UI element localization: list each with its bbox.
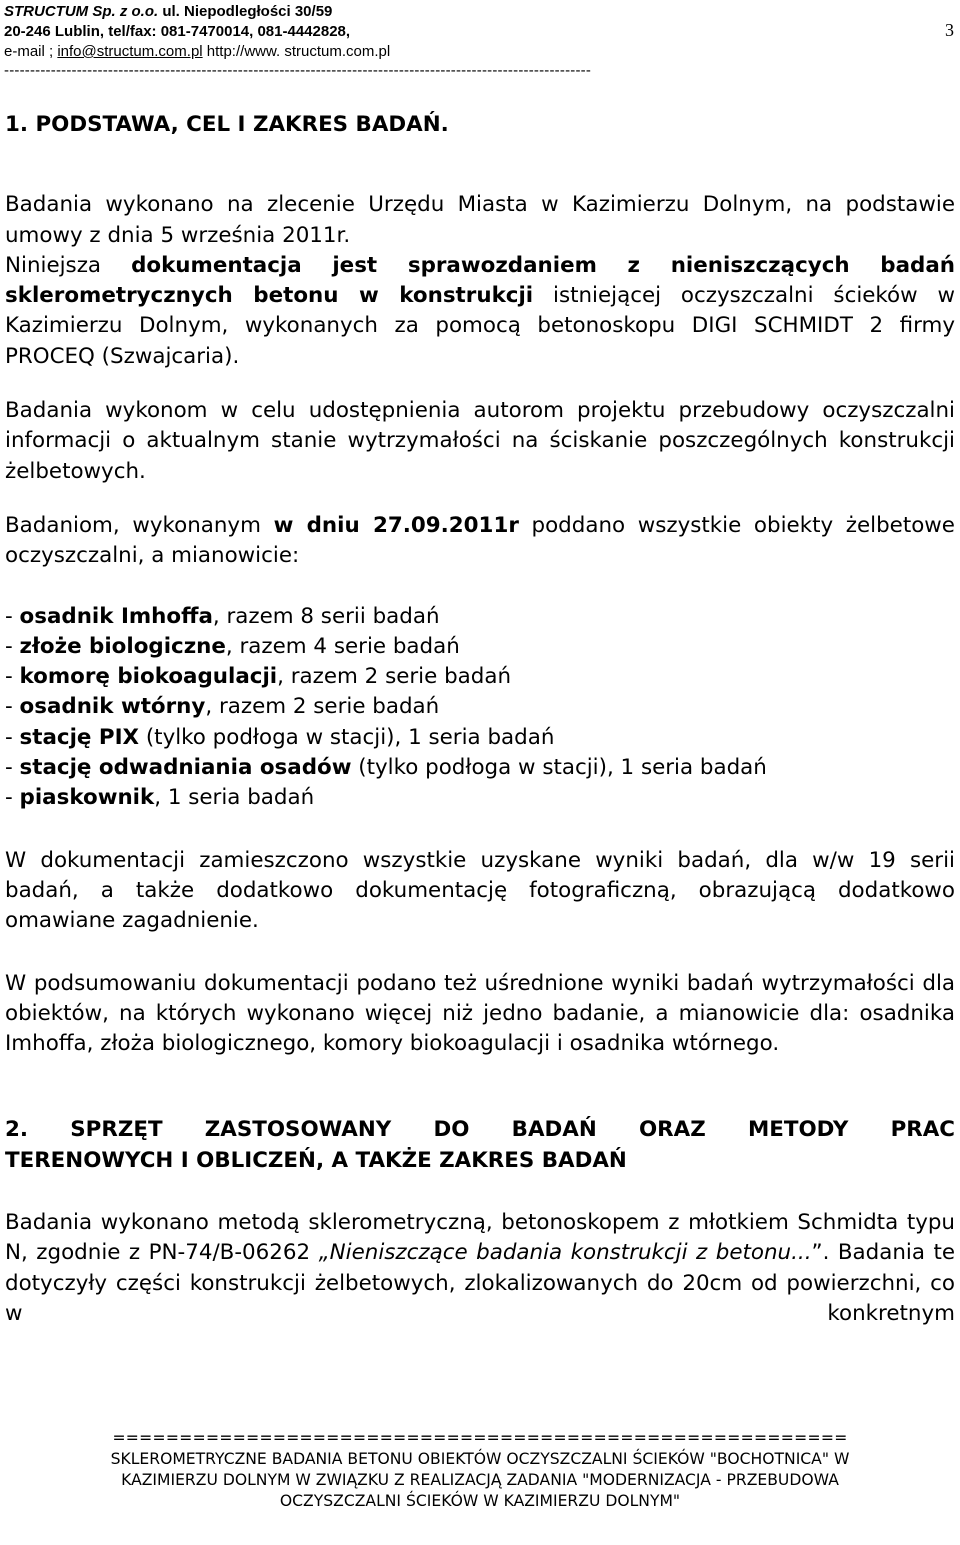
p4-date: w dniu 27.09.2011r: [273, 512, 519, 538]
list-item-detail: (tylko podłoga w stacji), 1 seria badań: [351, 755, 767, 781]
section1-paragraph-5: W dokumentacji zamieszczono wszystkie uzyskane wyniki badań, dla w/w 19 serii badań, a także dodatkowo dokumentację fotograficzną, obrazującą dodatkowo omawiane zagadnienie.: [5, 847, 955, 934]
letterhead: [4, 2, 954, 62]
list-item-object: złoże biologiczne: [19, 633, 226, 659]
list-item-dash: -: [5, 755, 20, 781]
company-name: STRUCTUM Sp. z o.o.: [4, 3, 159, 20]
footer-line-1: SKLEROMETRYCZNE BADANIA BETONU OBIEKTÓW OCZYSZCZALNI ŚCIEKÓW "BOCHOTNICA" W: [110, 1450, 850, 1468]
section1-paragraph-6: W podsumowaniu dokumentacji podano też uśrednione wyniki badań wytrzymałości dla obiektów, na których wykonano więcej niż jedno badanie, a mianowicie dla: osadnika Imhoffa, złoża biologicznego, komory biokoagulacji i osadnika wtórnego.: [5, 970, 955, 1057]
email-label: e-mail ;: [4, 43, 58, 60]
list-item-dash: -: [5, 694, 20, 720]
page-footer: [0, 1428, 960, 1512]
header-separator: -----------------------------------------------------------------------------------------------------------------: [4, 62, 592, 79]
section2-paragraph-1: [5, 1208, 955, 1329]
website-text: http://www. structum.com.pl: [202, 43, 391, 60]
list-item-object: osadnik wtórny: [19, 694, 206, 720]
list-item: [5, 632, 955, 662]
list-item-object: osadnik Imhoffa: [19, 603, 213, 629]
list-item-dash: -: [5, 785, 20, 811]
list-item: [5, 753, 955, 783]
list-item-detail: , razem 2 serie badań: [205, 694, 440, 720]
letterhead-address: 20-246 Lublin, tel/fax: 081-7470014, 081-4442828,: [4, 23, 351, 40]
list-item-detail: , razem 8 serii badań: [212, 603, 440, 629]
p4-rest: poddano wszystkie obiekty żelbetowe oczyszczalni, a mianowicie:: [5, 512, 955, 569]
p2-rest: istniejącej oczyszczalni ścieków w Kazimierzu Dolnym, wykonanych za pomocą betonoskopu DIGI SCHMIDT 2 firmy PROCEQ (Szwajcaria).: [5, 283, 955, 369]
list-item: [5, 723, 955, 753]
list-item: [5, 783, 955, 813]
objects-list: [5, 602, 955, 814]
company-street: ul. Niepodległości 30/59: [158, 3, 333, 20]
section1-paragraph-2: [5, 251, 955, 372]
list-item-detail: , razem 2 serie badań: [277, 664, 512, 690]
section1-paragraph-4: [5, 511, 955, 572]
list-item-detail: , 1 seria badań: [154, 785, 315, 811]
p2-bold: dokumentacja jest sprawozdaniem z nieniszczących badań sklerometrycznych betonu w konstrukcji: [5, 252, 956, 309]
list-item-dash: -: [5, 633, 20, 659]
section2-heading-line1: 2. SPRZĘT ZASTOSOWANY DO BADAŃ ORAZ METODY PRAC: [5, 1117, 955, 1143]
section1-paragraph-1: Badania wykonano na zlecenie Urzędu Miasta w Kazimierzu Dolnym, na podstawie umowy z dnia 5 września 2011r.: [5, 192, 955, 248]
list-item-dash: -: [5, 664, 20, 690]
footer-separator: =======================================================: [112, 1429, 848, 1447]
list-item-object: komorę biokoagulacji: [19, 664, 278, 690]
p4-start: Badaniom, wykonanym: [5, 512, 274, 538]
list-item-object: piaskownik: [19, 785, 155, 811]
section2-heading-line2: TERENOWYCH I OBLICZEŃ, A TAKŻE ZAKRES BADAŃ: [5, 1147, 627, 1173]
list-item-object: stację PIX: [19, 724, 140, 750]
list-item: [5, 692, 955, 722]
section1-paragraph-3: Badania wykonom w celu udostępnienia autorom projektu przebudowy oczyszczalni informacji o aktualnym stanie wytrzymałości na ściskanie poszczególnych konstrukcji żelbetowych.: [5, 398, 955, 484]
list-item: [5, 602, 955, 632]
list-item-object: stację odwadniania osadów: [19, 755, 352, 781]
p2-start: Niniejsza: [5, 252, 132, 278]
footer-line-2: KAZIMIERZU DOLNYM W ZWIĄZKU Z REALIZACJĄ ZADANIA "MODERNIZACJA - PRZEBUDOWA: [121, 1471, 839, 1489]
email-link[interactable]: info@structum.com.pl: [57, 43, 203, 60]
s2p1-start: Badania wykonano metodą sklerometryczną, betonoskopem z młotkiem Schmidta typu N, zgodnie z PN-74/B-06262: [5, 1210, 955, 1266]
s2p1-rest: ”. Badania te dotyczyły części konstrukcji żelbetowych, zlokalizowanych do 20cm od powierzchni, co w konkretnym: [5, 1240, 955, 1326]
list-item-dash: -: [5, 724, 20, 750]
list-item-detail: (tylko podłoga w stacji), 1 seria badań: [139, 724, 555, 750]
list-item-dash: -: [5, 603, 20, 629]
list-item-detail: , razem 4 serie badań: [225, 633, 460, 659]
letterhead-contact: [4, 42, 954, 62]
s2p1-standard-title: „Nieniszczące badania konstrukcji z betonu...: [318, 1240, 812, 1266]
page-number: 3: [945, 20, 954, 40]
document-body: [5, 110, 955, 1329]
list-item: [5, 662, 955, 692]
letterhead-line1: [4, 2, 954, 22]
footer-line-3: OCZYSZCZALNI ŚCIEKÓW W KAZIMIERZU DOLNYM": [279, 1492, 681, 1510]
section1-heading: 1. PODSTAWA, CEL I ZAKRES BADAŃ.: [5, 112, 449, 137]
